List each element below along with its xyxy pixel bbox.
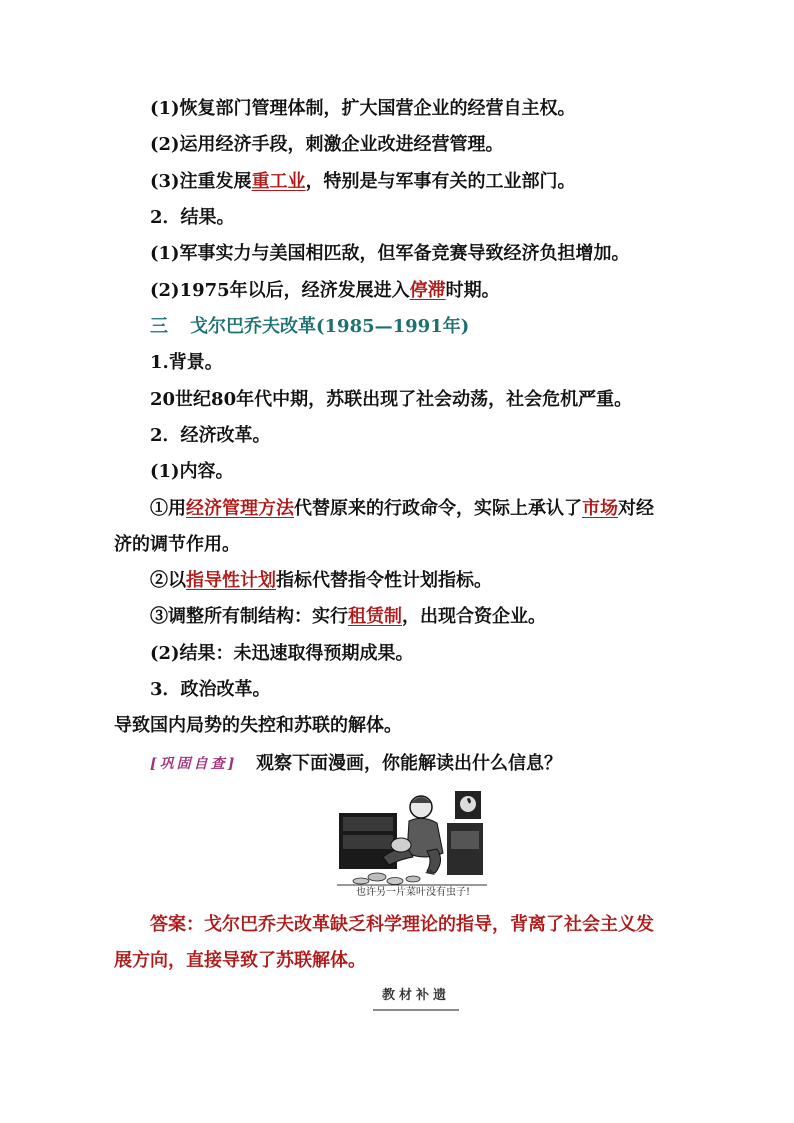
keyword: 市场 [582,498,618,519]
keyword: 重工业 [251,171,306,192]
consolidate-tag: [巩固自查] [150,756,238,772]
text-line: ①用经济管理方法代替原来的行政命令，实际上承认了市场对经 [150,498,654,519]
cartoon-image [337,787,487,887]
section-heading: 三 戈尔巴乔夫改革(1985—1991年) [150,316,470,337]
cartoon-caption: 也许另一片菜叶没有虫子! [355,887,471,898]
answer-line: 展方向，直接导致了苏联解体。 [114,950,366,971]
text-line: (1)内容。 [150,461,234,482]
text-line: (1)恢复部门管理体制，扩大国营企业的经营自主权。 [150,98,576,119]
keyword: 租赁制 [348,606,402,627]
text-line: (2)运用经济手段，刺激企业改进经营管理。 [150,134,504,155]
text-line: (3)注重发展重工业，特别是与军事有关的工业部门。 [150,171,576,192]
text-line: ②以指导性计划指标代替指令性计划指标。 [150,570,492,591]
text-line: (2)1975年以后，经济发展进入停滞时期。 [150,280,500,301]
text-line: (2)结果：未迅速取得预期成果。 [150,643,414,664]
answer-label: 答案： [150,914,204,935]
text-line: (1)军事实力与美国相匹敌，但军备竞赛导致经济负担增加。 [150,243,630,264]
supplement-title: 教材补遗 [373,986,459,1011]
subheading: 1.背景。 [150,352,223,373]
text-line: ③调整所有制结构：实行租赁制，出现合资企业。 [150,606,546,627]
keyword: 经济管理方法 [186,498,294,519]
question-text: 观察下面漫画，你能解读出什么信息？ [256,753,562,774]
keyword: 指导性计划 [186,570,276,591]
text-line: 20世纪80年代中期，苏联出现了社会动荡，社会危机严重。 [150,389,633,410]
subheading: 2．结果。 [150,207,235,228]
keyword: 停滞 [409,280,446,301]
text-line: 导致国内局势的失控和苏联的解体。 [114,715,402,736]
subheading: 2．经济改革。 [150,425,271,446]
answer-line: 答案：戈尔巴乔夫改革缺乏科学理论的指导，背离了社会主义发 [150,914,654,935]
subheading: 3．政治改革。 [150,679,271,700]
text-line: 济的调节作用。 [114,534,240,555]
